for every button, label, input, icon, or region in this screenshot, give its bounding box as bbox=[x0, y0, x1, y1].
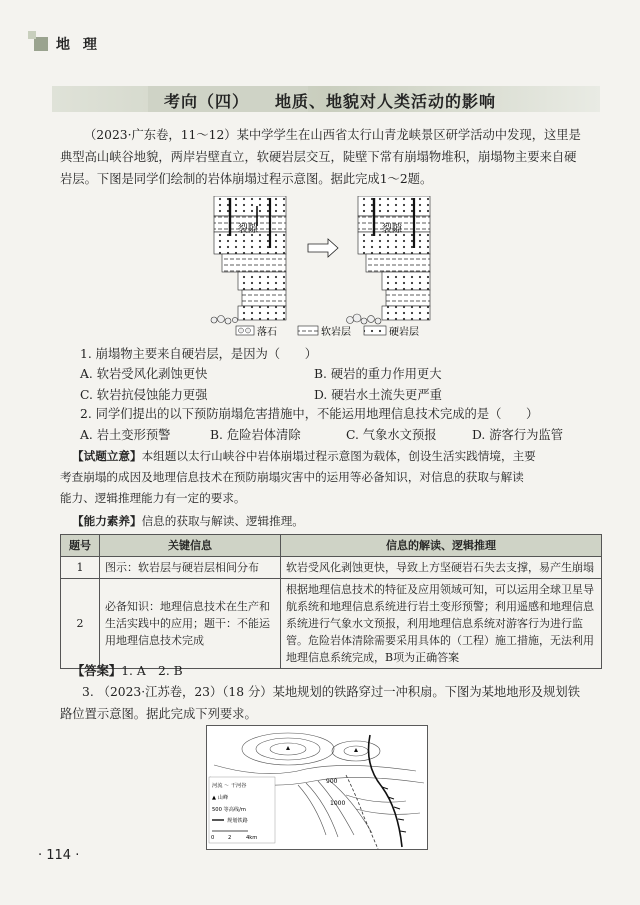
section-banner bbox=[52, 86, 600, 112]
answer-tag: 【答案】 bbox=[72, 664, 122, 678]
question-2-stem: 2. 同学们提出的以下预防崩塌危害措施中，不能运用地理信息技术完成的是（ ） bbox=[80, 407, 539, 421]
legend bbox=[236, 325, 419, 338]
answer-text: 1. A 2. B bbox=[121, 664, 183, 678]
section-heading: 地质、地貌对人类活动的影响 bbox=[275, 92, 497, 111]
ability-tag: 【能力素养】 bbox=[72, 514, 142, 528]
q3-line: 路位置示意图。据此完成下列要求。 bbox=[60, 707, 257, 721]
intro-line: （2023·广东卷，11～12）某中学学生在山西省太行山青龙峡景区研学活动中发现，这里是 bbox=[84, 128, 581, 142]
table-cell: 软岩受风化剥蚀更快，导致上方坚硬岩石失去支撑，易产生崩塌 bbox=[281, 557, 602, 579]
terrain-map bbox=[206, 725, 428, 850]
q1-option-c: C. 软岩抗侵蚀能力更强 bbox=[80, 388, 208, 402]
page-number-text: 114 bbox=[46, 848, 72, 863]
intro-line: 岩层。下图是同学们绘制的岩体崩塌过程示意图。据此完成1～2题。 bbox=[60, 172, 433, 186]
legend-soft: 软岩层 bbox=[321, 327, 351, 338]
intro-paragraph bbox=[60, 124, 600, 190]
contour-label: 900 bbox=[326, 778, 338, 785]
intent-text: 考查崩塌的成因及地理信息技术在预防崩塌灾害中的运用等必备知识，对信息的获取与解读 bbox=[60, 470, 524, 484]
legend-river: 河流 ～ 干河谷 bbox=[212, 783, 247, 789]
q3-line: 3. （2023·江苏卷，23）（18 分）某地规划的铁路穿过一冲积扇。下图为某地地形及规划铁 bbox=[82, 685, 580, 699]
intent-tag: 【试题立意】 bbox=[72, 449, 142, 463]
rockfall-diagram bbox=[200, 196, 450, 340]
table-cell: 2 bbox=[61, 579, 100, 669]
map-legend bbox=[209, 777, 275, 843]
table-row bbox=[61, 579, 602, 669]
ability-line bbox=[72, 510, 304, 532]
answer-line bbox=[72, 660, 183, 682]
crack-label-after: 裂隙 bbox=[382, 224, 402, 235]
question-1-stem: 1. 崩塌物主要来自硬岩层，是因为（ ） bbox=[80, 347, 317, 361]
before-block bbox=[211, 196, 286, 324]
intent-paragraph bbox=[60, 446, 605, 509]
legend-rockfall: 落石 bbox=[257, 327, 277, 338]
subject-label: 地 理 bbox=[56, 37, 101, 53]
section-title bbox=[164, 89, 496, 112]
analysis-table bbox=[60, 534, 602, 669]
scale-0: 0 bbox=[211, 835, 215, 841]
table-header-row bbox=[61, 535, 602, 557]
legend-contour: 500 等高线/m bbox=[212, 807, 246, 813]
q1-option-d: D. 硬岩水土流失更严重 bbox=[314, 388, 442, 402]
table-header: 关键信息 bbox=[100, 535, 281, 557]
q1-option-b: B. 硬岩的重力作用更大 bbox=[314, 367, 442, 381]
table-cell: 必备知识：地理信息技术在生产和生活实践中的应用；题干：不能运用地理信息技术完成 bbox=[100, 579, 281, 669]
intro-line: 典型高山峡谷地貌，两岸岩壁直立，软硬岩层交互，陡壁下常有崩塌物堆积，崩塌物主要来自硬 bbox=[60, 150, 577, 164]
question-3 bbox=[60, 681, 605, 725]
scale-2: 2 bbox=[228, 835, 232, 841]
table-header: 信息的解读、逻辑推理 bbox=[281, 535, 602, 557]
table-cell: 图示：软岩层与硬岩层相间分布 bbox=[100, 557, 281, 579]
legend-hard: 硬岩层 bbox=[389, 327, 419, 338]
page-number: · 114 · bbox=[38, 848, 80, 863]
table-row bbox=[61, 557, 602, 579]
arrow-icon bbox=[308, 239, 338, 257]
q2-option-d: D. 游客行为监管 bbox=[472, 428, 564, 442]
legend-peak: ▲ 山峰 bbox=[212, 795, 229, 801]
q2-option-b: B. 危险岩体清除 bbox=[210, 428, 301, 442]
q2-option-a: A. 岩土变形预警 bbox=[80, 428, 171, 442]
table-cell: 1 bbox=[61, 557, 100, 579]
q2-option-c: C. 气象水文预报 bbox=[346, 428, 437, 442]
ability-text: 信息的获取与解读、逻辑推理。 bbox=[141, 514, 304, 528]
q1-option-a: A. 软岩受风化剥蚀更快 bbox=[80, 367, 208, 381]
intent-text: 能力、逻辑推理能力有一定的要求。 bbox=[60, 491, 246, 505]
legend-rail: 规划铁路 bbox=[227, 818, 248, 824]
scale-4: 4km bbox=[246, 835, 258, 841]
header-decoration-icon bbox=[34, 37, 48, 51]
table-header: 题号 bbox=[61, 535, 100, 557]
intent-text: 本组题以太行山峡谷中岩体崩塌过程示意图为载体，创设生活实践情境，主要 bbox=[141, 449, 536, 463]
crack-label: 裂隙 bbox=[238, 224, 258, 235]
table-cell: 根据地理信息技术的特征及应用领域可知，可以运用全球卫星导航系统和地理信息系统进行岩土变形预警；利用遥感和地理信息系统进行气象水文预报，利用地理信息系统对游客行为进行监管。危险岩体清除需要采用具体的（工程）施工措施，无法利用地理信息系统完成，B项为正确答案 bbox=[281, 579, 602, 669]
contour-label: 1000 bbox=[330, 800, 346, 807]
page-header bbox=[34, 34, 101, 54]
section-label: 考向（四） bbox=[164, 92, 250, 111]
after-block bbox=[347, 196, 431, 324]
